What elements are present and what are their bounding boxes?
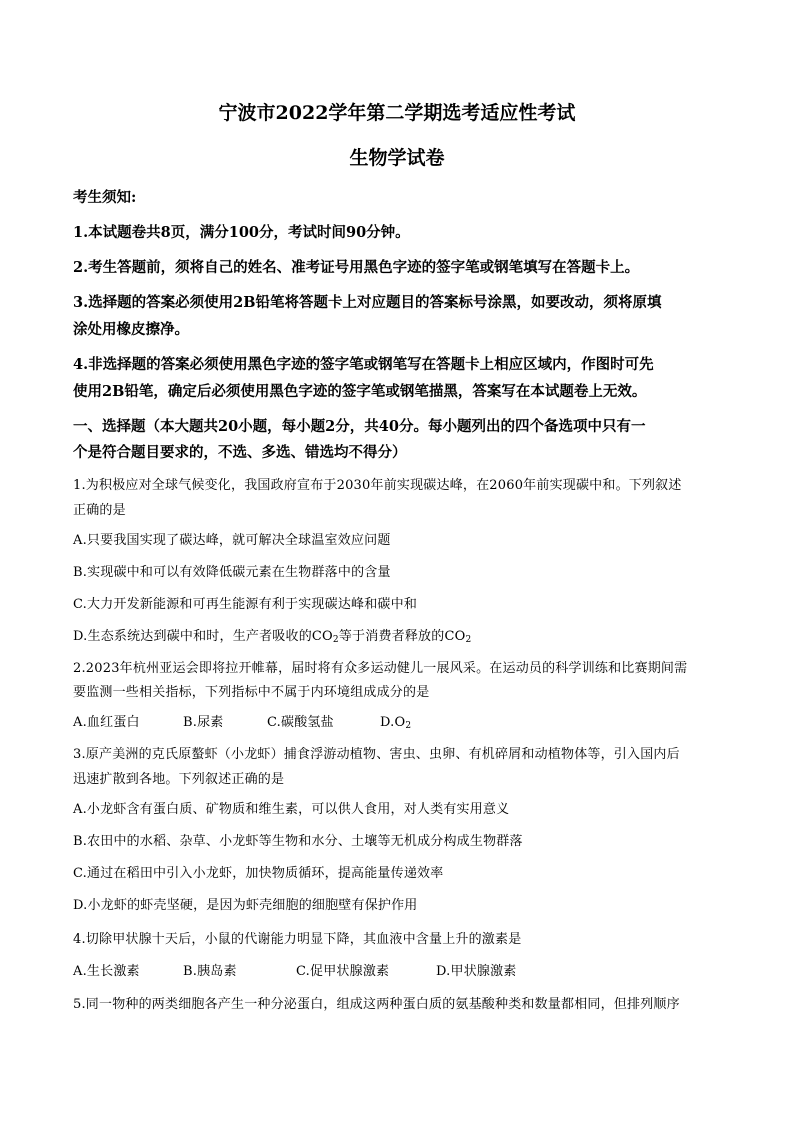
section-heading-cont: 个是符合题目要求的，不选、多选、错选均不得分） — [73, 444, 407, 461]
question-3-option-b: B.农田中的水稻、杂草、小龙虾等生物和水分、土壤等无机成分构成生物群落 — [73, 834, 523, 849]
question-1-option-a: A.只要我国实现了碳达峰，就可解决全球温室效应问题 — [73, 533, 391, 548]
question-1-stem: 1.为积极应对全球气候变化，我国政府宣布于2030年前实现碳达峰，在2060年前实现碳中和。下列叙述 — [73, 478, 682, 493]
subscript: 2 — [332, 635, 339, 645]
exam-subtitle: 生物学试卷 — [349, 147, 445, 169]
subscript: 2 — [465, 635, 472, 645]
question-2-option-b: B.尿素 — [183, 715, 224, 730]
question-2-option-a: A.血红蛋白 — [73, 715, 140, 730]
question-2-stem: 2.2023年杭州亚运会即将拉开帷幕，届时将有众多运动健儿一展风采。在运动员的科学训练和比赛期间需 — [73, 661, 688, 676]
question-2-options — [73, 711, 723, 731]
question-4-option-d: D.甲状腺激素 — [436, 964, 517, 979]
notice-item: 涂处用橡皮擦净。 — [73, 321, 189, 338]
question-4-option-c: C.促甲状腺激素 — [296, 964, 390, 979]
question-3-stem-cont: 迅速扩散到各地。下列叙述正确的是 — [73, 772, 285, 787]
question-4-option-a: A.生长激素 — [73, 964, 140, 979]
question-1-option-d — [73, 625, 723, 645]
question-1-stem-cont: 正确的是 — [73, 503, 126, 518]
question-3-option-c: C.通过在稻田中引入小龙虾，加快物质循环，提高能量传递效率 — [73, 866, 444, 881]
section-heading: 一、选择题（本大题共20小题，每小题2分，共40分。每小题列出的四个备选项中只有一 — [73, 418, 646, 435]
question-1-option-c: C.大力开发新能源和可再生能源有利于实现碳达峰和碳中和 — [73, 597, 418, 612]
question-5-stem: 5.同一物种的两类细胞各产生一种分泌蛋白，组成这两种蛋白质的氨基酸种类和数量都相同，但排列顺序 — [73, 997, 680, 1012]
question-4-stem: 4.切除甲状腺十天后，小鼠的代谢能力明显下降，其血液中含量上升的激素是 — [73, 932, 522, 947]
option-text: 等于消费者释放的CO — [338, 629, 466, 644]
question-2-option-d — [380, 715, 411, 731]
option-text: D.生态系统达到碳中和时，生产者吸收的CO — [73, 629, 333, 644]
question-2-option-c: C.碳酸氢盐 — [267, 715, 334, 730]
question-2-stem-cont: 要监测一些相关指标，下列指标中不属于内环境组成成分的是 — [73, 685, 430, 700]
notice-item: 1.本试题卷共8页，满分100分，考试时间90分钟。 — [73, 224, 410, 241]
exam-title: 宁波市2022学年第二学期选考适应性考试 — [218, 102, 576, 124]
notice-item: 3.选择题的答案必须使用2B铅笔将答题卡上对应题目的答案标号涂黑，如要改动，须将原填 — [73, 294, 662, 311]
notice-item: 4.非选择题的答案必须使用黑色字迹的签字笔或钢笔写在答题卡上相应区域内，作图时可先 — [73, 356, 654, 373]
question-4-option-b: B.胰岛素 — [183, 964, 237, 979]
question-1-option-b: B.实现碳中和可以有效降低碳元素在生物群落中的含量 — [73, 565, 391, 580]
question-3-option-d: D.小龙虾的虾壳坚硬，是因为虾壳细胞的细胞壁有保护作用 — [73, 898, 418, 913]
notice-item: 2.考生答题前，须将自己的姓名、准考证号用黑色字迹的签字笔或钢笔填写在答题卡上。 — [73, 259, 640, 276]
notice-heading: 考生须知: — [73, 189, 137, 206]
notice-item: 使用2B铅笔，确定后必须使用黑色字迹的签字笔或钢笔描黑，答案写在本试题卷上无效。 — [73, 383, 647, 400]
question-3-stem: 3.原产美洲的克氏原螯虾（小龙虾）捕食浮游动植物、害虫、虫卵、有机碎屑和动植物体等，引入国内后 — [73, 747, 680, 762]
question-4-options — [73, 960, 723, 979]
question-3-option-a: A.小龙虾含有蛋白质、矿物质和维生素，可以供人食用，对人类有实用意义 — [73, 802, 510, 817]
option-text: D.O — [380, 715, 406, 730]
subscript: 2 — [405, 721, 412, 731]
